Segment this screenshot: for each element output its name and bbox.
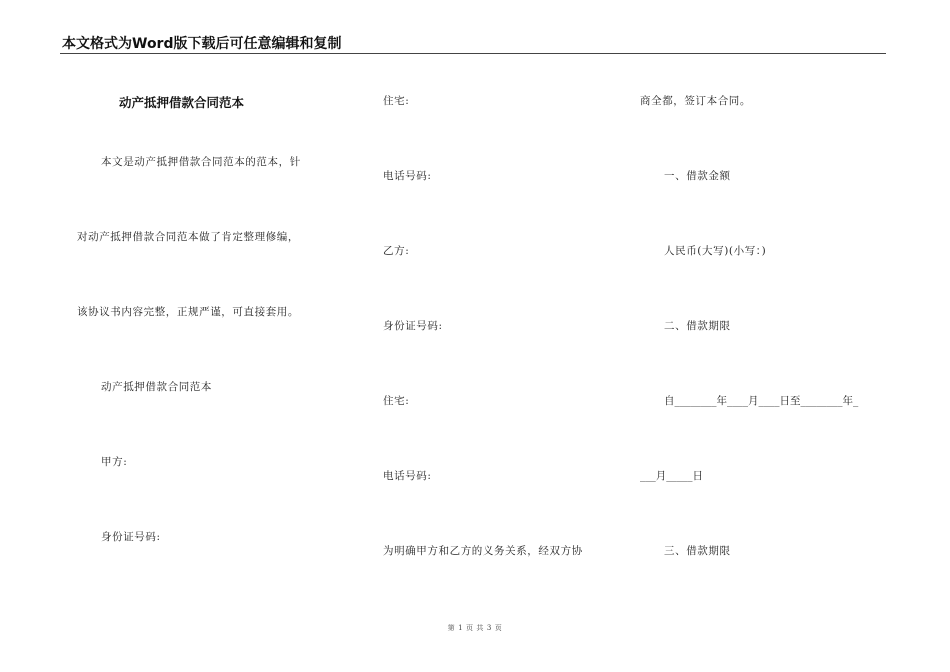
party-a-id-label: 身份证号码:	[101, 531, 161, 543]
party-a-label: 甲方:	[101, 456, 128, 468]
party-b-label: 乙方:	[383, 245, 410, 257]
loan-period-line-1: 自________年____月____日至________年_	[664, 395, 859, 407]
purpose-line-1: 为明确甲方和乙方的义务关系，经双方协	[383, 545, 583, 557]
party-b-address-label: 住宅:	[383, 395, 410, 407]
contract-heading: 动产抵押借款合同范本	[101, 381, 212, 393]
party-a-address-label: 住宅:	[383, 95, 410, 107]
section-3-heading: 三、借款期限	[664, 545, 731, 557]
loan-period-line-2: ___月_____日	[640, 470, 703, 482]
document-title: 动产抵押借款合同范本	[119, 95, 245, 110]
party-b-id-label: 身份证号码:	[383, 320, 443, 332]
section-1-heading: 一、借款金额	[664, 170, 731, 182]
page-number: 第 1 页 共 3 页	[447, 624, 503, 632]
header-divider	[60, 53, 886, 54]
party-a-phone-label: 电话号码:	[383, 170, 432, 182]
intro-line-3: 该协议书内容完整，正规严谨，可直接套用。	[77, 306, 299, 318]
purpose-line-2: 商全都，签订本合同。	[640, 95, 751, 107]
party-b-phone-label: 电话号码:	[383, 470, 432, 482]
intro-line-2: 对动产抵押借款合同范本做了肯定整理修编，	[77, 231, 299, 243]
section-2-heading: 二、借款期限	[664, 320, 731, 332]
loan-amount-line: 人民币(大写)(小写：)	[664, 245, 767, 257]
intro-line-1: 本文是动产抵押借款合同范本的范本，针	[101, 156, 301, 168]
document-header: 本文格式为Word版下载后可任意编辑和复制	[62, 36, 342, 52]
